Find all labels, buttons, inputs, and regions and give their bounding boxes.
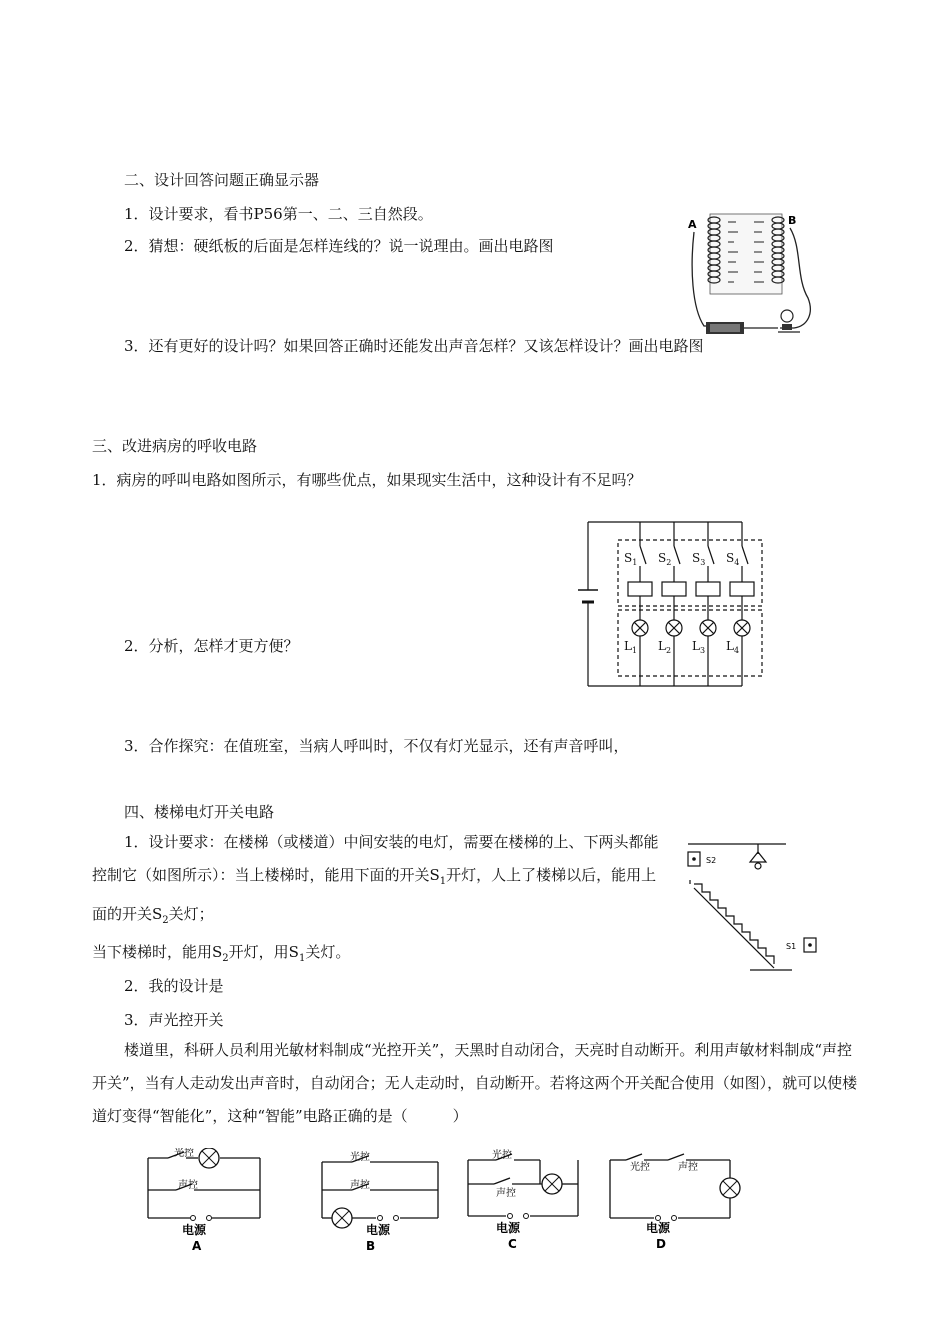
option-a-power-label: 电源 [182,1223,207,1237]
option-c-power-label: 电源 [496,1221,521,1235]
section-4-item-3: 3．声光控开关 [124,1011,224,1029]
option-circuits [140,1148,780,1252]
option-b-circuit [322,1150,438,1252]
section-4-requirement: 1．设计要求：在楼梯（或楼道）中间安装的电灯，需要在楼梯的上、下两头都能控制它（如图所示）：当上楼梯时，能用下面的开关$S_1$开灯，人上了楼梯以后，能用上面的开关$S_2$关灯； [92,833,659,926]
option-b-sound-label: 声控 [350,1180,370,1191]
switch-label-1: $S_1$ [624,551,638,567]
section-3-heading: 三、改进病房的呼收电路 [92,437,258,455]
lamp-label-2: $L_2$ [658,639,672,655]
option-c-light-label: 光控 [492,1150,512,1161]
option-a-light-label: 光控 [174,1148,194,1159]
option-d-letter: D [656,1237,666,1251]
stair-steps [694,884,774,964]
option-c-letter: C [508,1237,517,1251]
option-c-sound-label: 声控 [496,1188,516,1199]
option-d-sound-label: 声控 [678,1162,698,1173]
section-4-heading: 四、楼梯电灯开关电路 [124,803,275,821]
section-2-heading: 二、设计回答问题正确显示器 [124,171,320,189]
section-4-item-2: 2．我的设计是 [124,977,224,995]
switch-label-2: $S_2$ [658,551,672,567]
section-3-item-1: 1．病房的呼叫电路如图所示，有哪些优点，如果现实生活中，这种设计有不足吗？ [92,471,642,489]
board-label-a: A [688,218,697,231]
section-2-item-3: 3．还有更好的设计吗？如果回答正确时还能发出声音怎样？又该怎样设计？画出电路图 [124,337,704,355]
branch-4 [730,522,754,686]
board-label-b: B [788,214,797,227]
option-b-light-label: 光控 [350,1152,370,1163]
lamp-label-1: $L_1$ [624,639,638,655]
switch-label-4: $S_4$ [726,551,740,567]
section-4-paragraph: 楼道里，科研人员利用光敏材料制成“光控开关”，天黑时自动闭合，天亮时自动断开。利用声敏材料制成“声控开关”，当有人走动发出声音时，自动闭合；无人走动时，自动断开。若将这两个开关配合使用（如图），就可以使楼道灯变得“智能化”，这种“智能”电路正确的是（ ） [92,1041,858,1125]
section-2-item-1: 1．设计要求，看书P56第一、二、三自然段。 [124,205,433,223]
switch-s2-label: S2 [706,856,717,865]
lamp-label-4: $L_4$ [726,639,740,655]
section-3-item-2: 2．分析，怎样才更方便？ [124,637,299,655]
section-2-item-2: 2．猜想：硬纸板的后面是怎样连线的？说一说理由。画出电路图 [124,237,554,255]
ward-call-circuit [572,516,772,694]
switch-label-3: $S_3$ [692,551,706,567]
option-a-sound-label: 声控 [178,1180,198,1191]
option-d-light-label: 光控 [630,1162,650,1173]
option-d-power-label: 电源 [646,1221,671,1235]
switch-s1-label: S1 [786,942,797,951]
answer-board-figure [684,208,824,338]
option-d-circuit [610,1154,740,1251]
branch-1 [628,522,652,686]
battery-icon [578,590,598,602]
section-3-item-3: 3．合作探究：在值班室，当病人呼叫时，不仅有灯光显示，还有声音呼叫， [124,737,629,755]
option-a-letter: A [192,1239,202,1252]
lamp-label-3: $L_3$ [692,639,706,655]
option-a-circuit [148,1148,260,1252]
section-4-requirement-line-4: 当下楼梯时，能用$S_2$开灯，用$S_1$关灯。 [92,943,351,964]
staircase-figure [680,836,830,976]
branch-3 [696,522,720,686]
branch-2 [662,522,686,686]
option-b-power-label: 电源 [366,1223,391,1237]
option-c-circuit [468,1148,578,1251]
bulb-icon [778,310,800,332]
option-b-letter: B [366,1239,376,1252]
